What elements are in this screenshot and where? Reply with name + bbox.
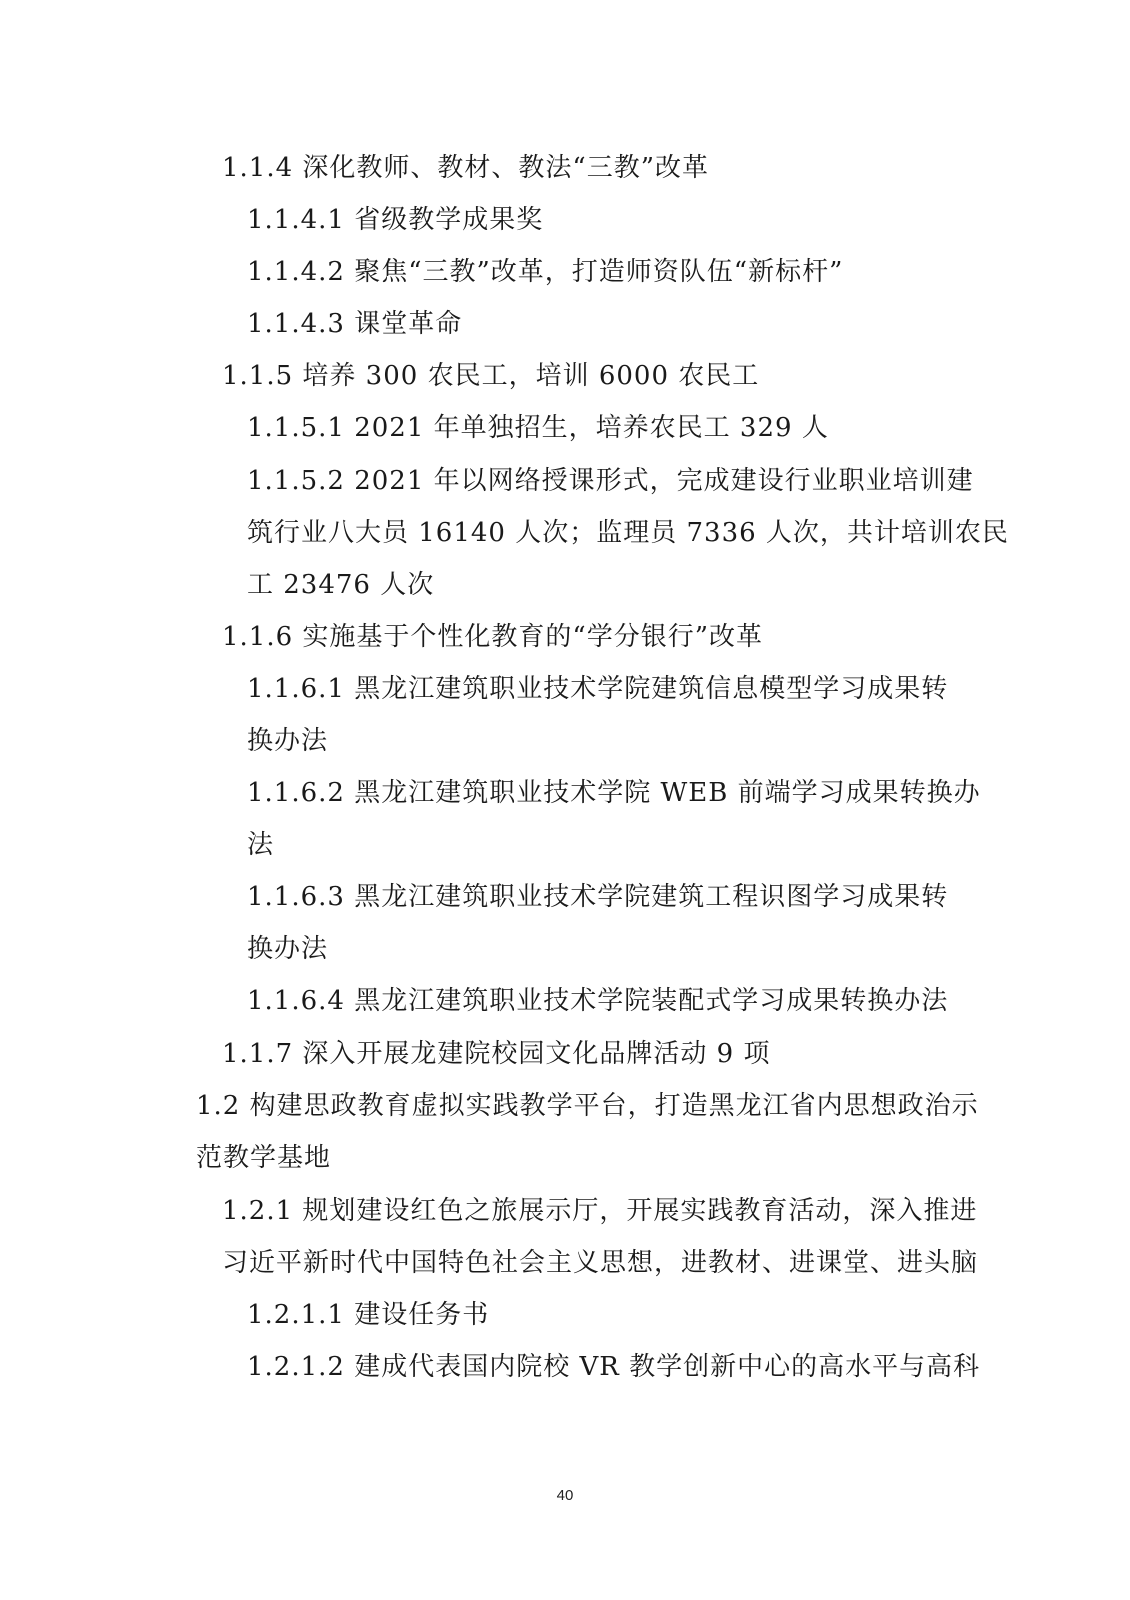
item-1-1-6-2-line-2: 法 [247, 830, 275, 860]
item-1-1-5-2-line-3: 工 23476 人次 [247, 570, 435, 600]
item-1-1-6-3-line-2: 换办法 [247, 934, 329, 964]
heading-1-2-1-line-1: 1.2.1 规划建设红色之旅展示厅，开展实践教育活动，深入推进 [222, 1196, 978, 1226]
item-1-2-1-1: 1.2.1.1 建设任务书 [247, 1300, 490, 1330]
item-1-1-4-3: 1.1.4.3 课堂革命 [247, 309, 463, 339]
heading-1-1-4: 1.1.4 深化教师、教材、教法“三教”改革 [222, 153, 710, 183]
heading-1-1-5: 1.1.5 培养 300 农民工，培训 6000 农民工 [222, 361, 760, 391]
item-1-1-5-2-line-1: 1.1.5.2 2021 年以网络授课形式，完成建设行业职业培训建 [247, 466, 974, 496]
item-1-1-6-4: 1.1.6.4 黑龙江建筑职业技术学院装配式学习成果转换办法 [247, 986, 949, 1016]
item-1-1-5-1: 1.1.5.1 2021 年单独招生，培养农民工 329 人 [247, 413, 829, 443]
heading-1-2-line-2: 范教学基地 [196, 1143, 332, 1173]
item-1-2-1-2: 1.2.1.2 建成代表国内院校 VR 教学创新中心的高水平与高科 [247, 1352, 981, 1382]
heading-1-1-6: 1.1.6 实施基于个性化教育的“学分银行”改革 [222, 622, 764, 652]
item-1-1-6-2-line-1: 1.1.6.2 黑龙江建筑职业技术学院 WEB 前端学习成果转换办 [247, 778, 981, 808]
item-1-1-6-3-line-1: 1.1.6.3 黑龙江建筑职业技术学院建筑工程识图学习成果转 [247, 882, 949, 912]
page-number: 40 [556, 1487, 574, 1504]
item-1-1-6-1-line-1: 1.1.6.1 黑龙江建筑职业技术学院建筑信息模型学习成果转 [247, 674, 949, 704]
heading-1-1-7: 1.1.7 深入开展龙建院校园文化品牌活动 9 项 [222, 1039, 771, 1069]
item-1-1-4-1: 1.1.4.1 省级教学成果奖 [247, 205, 544, 235]
item-1-1-6-1-line-2: 换办法 [247, 726, 329, 756]
item-1-1-5-2-line-2: 筑行业八大员 16140 人次；监理员 7336 人次，共计培训农民 [247, 518, 1009, 548]
item-1-1-4-2: 1.1.4.2 聚焦“三教”改革，打造师资队伍“新标杆” [247, 257, 844, 287]
heading-1-2-1-line-2: 习近平新时代中国特色社会主义思想，进教材、进课堂、进头脑 [222, 1248, 979, 1278]
heading-1-2-line-1: 1.2 构建思政教育虚拟实践教学平台，打造黑龙江省内思想政治示 [196, 1091, 979, 1121]
